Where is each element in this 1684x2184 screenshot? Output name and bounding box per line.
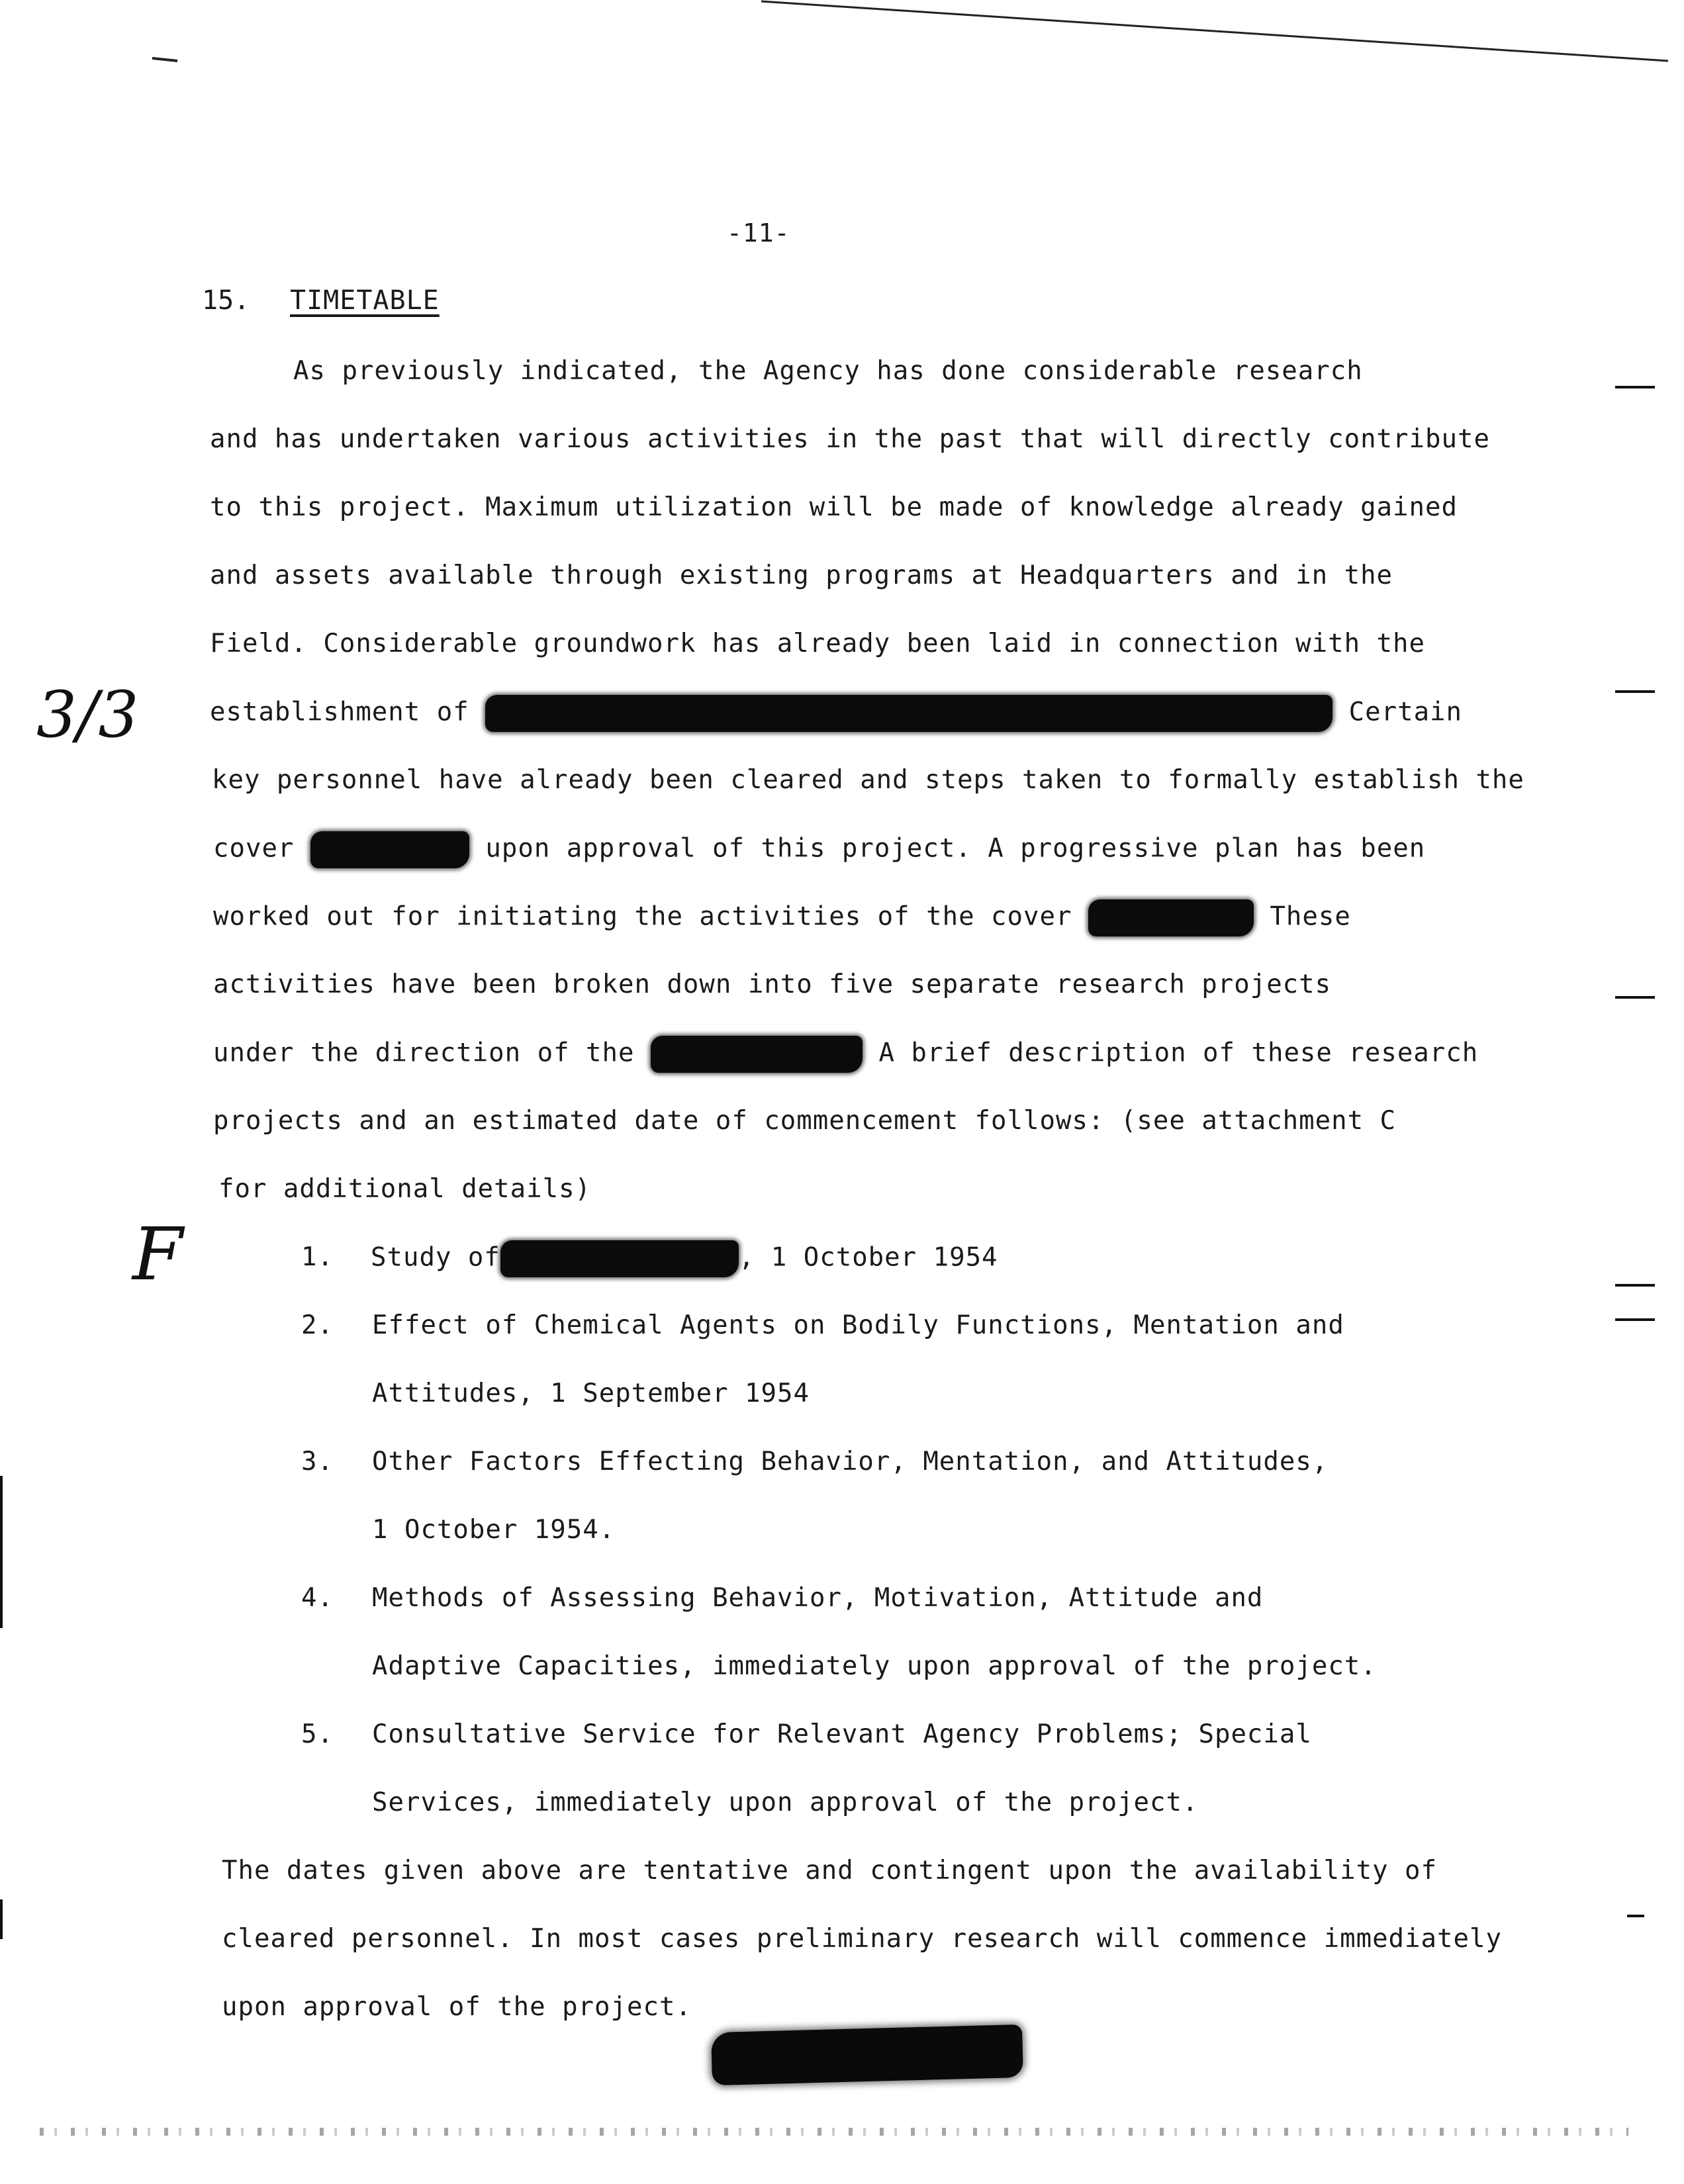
- paragraph-line-redacted: [213, 1036, 1478, 1073]
- paragraph-line: to this project. Maximum utilization will be made of knowledge already gained: [210, 492, 1458, 522]
- edge-mark: [1615, 1318, 1655, 1321]
- paragraph-line-redacted: [213, 831, 1425, 868]
- text-fragment: cover: [213, 833, 295, 864]
- list-item-number: 4.: [301, 1583, 334, 1613]
- closing-line: The dates given above are tentative and contingent upon the availability of: [222, 1856, 1437, 1886]
- text-fragment: worked out for initiating the activities of the cover: [213, 901, 1072, 932]
- edge-mark: [1627, 1915, 1644, 1917]
- paragraph-line: for additional details): [218, 1174, 592, 1204]
- scan-edge-line: [0, 0, 1684, 79]
- edge-mark: [0, 1899, 3, 1939]
- paragraph-line: and has undertaken various activities in the past that will directly contribute: [210, 424, 1490, 454]
- list-item-continuation: Attitudes, 1 September 1954: [372, 1379, 810, 1408]
- margin-handwritten-mark: F: [132, 1212, 183, 1297]
- list-item: Effect of Chemical Agents on Bodily Functions, Mentation and: [372, 1310, 1344, 1340]
- paragraph-line: key personnel have already been cleared and steps taken to formally establish the: [212, 765, 1524, 795]
- list-item-continuation: 1 October 1954.: [372, 1515, 616, 1545]
- list-item: Other Factors Effecting Behavior, Mentation, and Attitudes,: [372, 1447, 1329, 1477]
- margin-handwritten-note: 3/3: [36, 678, 139, 752]
- page-number: -11-: [727, 218, 790, 248]
- edge-mark: [1615, 386, 1655, 388]
- section-title: TIMETABLE: [290, 285, 440, 316]
- redaction-block: [310, 831, 469, 868]
- edge-mark: [1615, 1284, 1655, 1287]
- footer-redaction-block: [711, 2025, 1023, 2085]
- list-item-number: 1.: [301, 1242, 334, 1272]
- paragraph-line: activities have been broken down into five separate research projects: [213, 970, 1332, 999]
- list-item-number: 2.: [301, 1310, 334, 1340]
- list-item-continuation: Adaptive Capacities, immediately upon approval of the project.: [372, 1651, 1377, 1681]
- text-fragment: These: [1270, 901, 1351, 932]
- list-item: Consultative Service for Relevant Agency Problems; Special: [372, 1719, 1312, 1749]
- text-fragment: under the direction of the: [213, 1038, 635, 1068]
- paragraph-line: and assets available through existing programs at Headquarters and in the: [210, 561, 1393, 590]
- section-number: 15.: [202, 285, 250, 316]
- text-fragment: , 1 October 1954: [738, 1242, 998, 1273]
- text-fragment: A brief description of these research: [878, 1038, 1479, 1068]
- closing-line: cleared personnel. In most cases preliminary research will commence immediately: [222, 1924, 1502, 1954]
- list-item: [371, 1240, 998, 1277]
- redaction-block: [500, 1240, 739, 1277]
- paragraph-line-redacted: [213, 899, 1351, 936]
- text-fragment: Certain: [1348, 697, 1463, 727]
- text-fragment: establishment of: [210, 697, 469, 727]
- paragraph-line: projects and an estimated date of commencement follows: (see attachment C: [213, 1106, 1397, 1136]
- paragraph-line: As previously indicated, the Agency has done considerable research: [293, 356, 1363, 386]
- paragraph-line-redacted: [210, 695, 1462, 732]
- text-fragment: Study of: [371, 1242, 500, 1273]
- edge-mark: [1615, 996, 1655, 999]
- paragraph-line: Field. Considerable groundwork has already been laid in connection with the: [210, 629, 1425, 659]
- edge-mark: [1615, 690, 1655, 693]
- list-item-number: 5.: [301, 1719, 334, 1749]
- edge-mark: [0, 1476, 3, 1628]
- list-item-continuation: Services, immediately upon approval of the project.: [372, 1788, 1199, 1817]
- list-item: Methods of Assessing Behavior, Motivation, Attitude and: [372, 1583, 1264, 1613]
- list-item-number: 3.: [301, 1447, 334, 1477]
- redaction-block: [485, 695, 1333, 732]
- closing-line: upon approval of the project.: [222, 1992, 692, 2022]
- scan-noise: [40, 2128, 1628, 2136]
- text-fragment: upon approval of this project. A progressive plan has been: [485, 833, 1426, 864]
- redaction-block: [651, 1036, 863, 1073]
- redaction-block: [1088, 899, 1254, 936]
